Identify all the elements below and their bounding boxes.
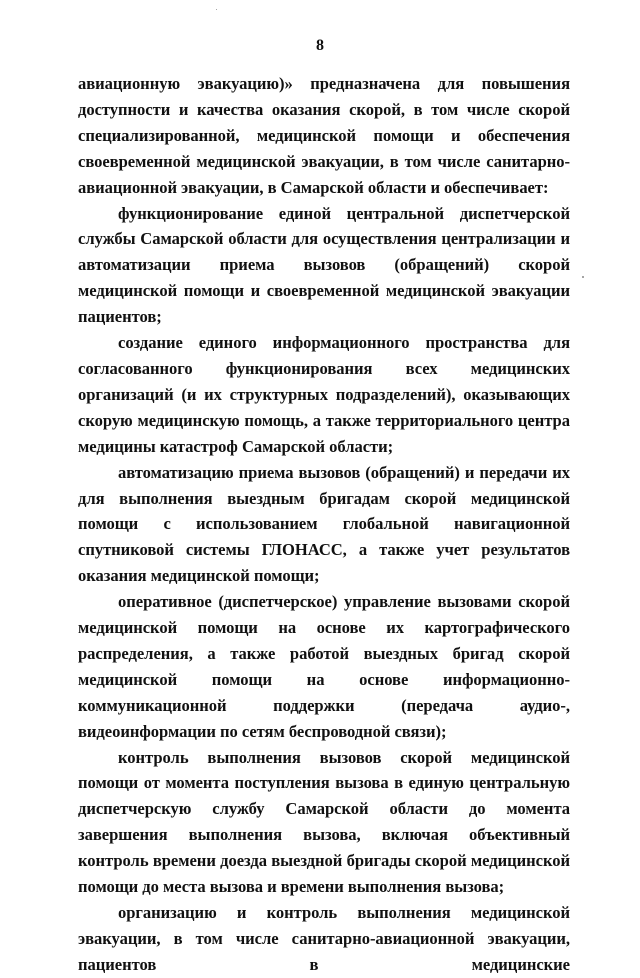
document-body [78, 71, 570, 978]
scan-speck [216, 9, 217, 10]
paragraph-call-automation: автоматизацию приема вызовов (обращений) и передачи их для выполнения выездным бригадам скорой медицинской помощи с использованием глобальной навигационной спутниковой системы ГЛОНАСС, а также учет результатов оказания медицинской помощи; [78, 462, 570, 586]
paragraph-information-space: создание единого информационного пространства для согласованного функционирования всех медицинских организаций (и их структурных подразделений), оказывающих скорую медицинскую помощь, а также территориального центра медицины катастроф Самарской области; [78, 333, 570, 456]
paragraph-call-monitoring: контроль выполнения вызовов скорой медицинской помощи от момента поступления вызова в единую центральную диспетчерскую службу Самарской области до момента завершения выполнения вызова, включая объективный контроль времени доезда выездной бригады скорой медицинской помощи до места вызова и времени выполнения вызова; [78, 747, 570, 897]
paragraph-dispatch-service: функционирование единой центральной диспетчерской службы Самарской области для осуществления централизации и автоматизации приема вызовов (обращений) скорой медицинской помощи и своевременной медицинской эвакуации пациентов; [78, 203, 570, 327]
paragraph-operational-control: оперативное (диспетчерское) управление вызовами скорой медицинской помощи на основе их картографического распределения, а также работой выездных бригад скорой медицинской помощи на основе информационно-коммуникационной поддержки (передача аудио-, видеоинформации по сетям беспроводной связи); [78, 592, 570, 741]
paragraph-intro: авиационную эвакуацию)» предназначена для повышения доступности и качества оказания скорой, в том числе скорой специализированной, медицинской помощи и обеспечения своевременной медицинской эвакуации, в том числе санитарно-авиационной эвакуации, в Самарской области и обеспечивает: [78, 74, 570, 197]
page-number: 8 [316, 37, 324, 54]
scan-speck [582, 276, 584, 278]
paragraph-evacuation: организацию и контроль выполнения медицинской эвакуации, в том числе санитарно-авиационной эвакуации, пациентов в медицинские [78, 903, 570, 974]
